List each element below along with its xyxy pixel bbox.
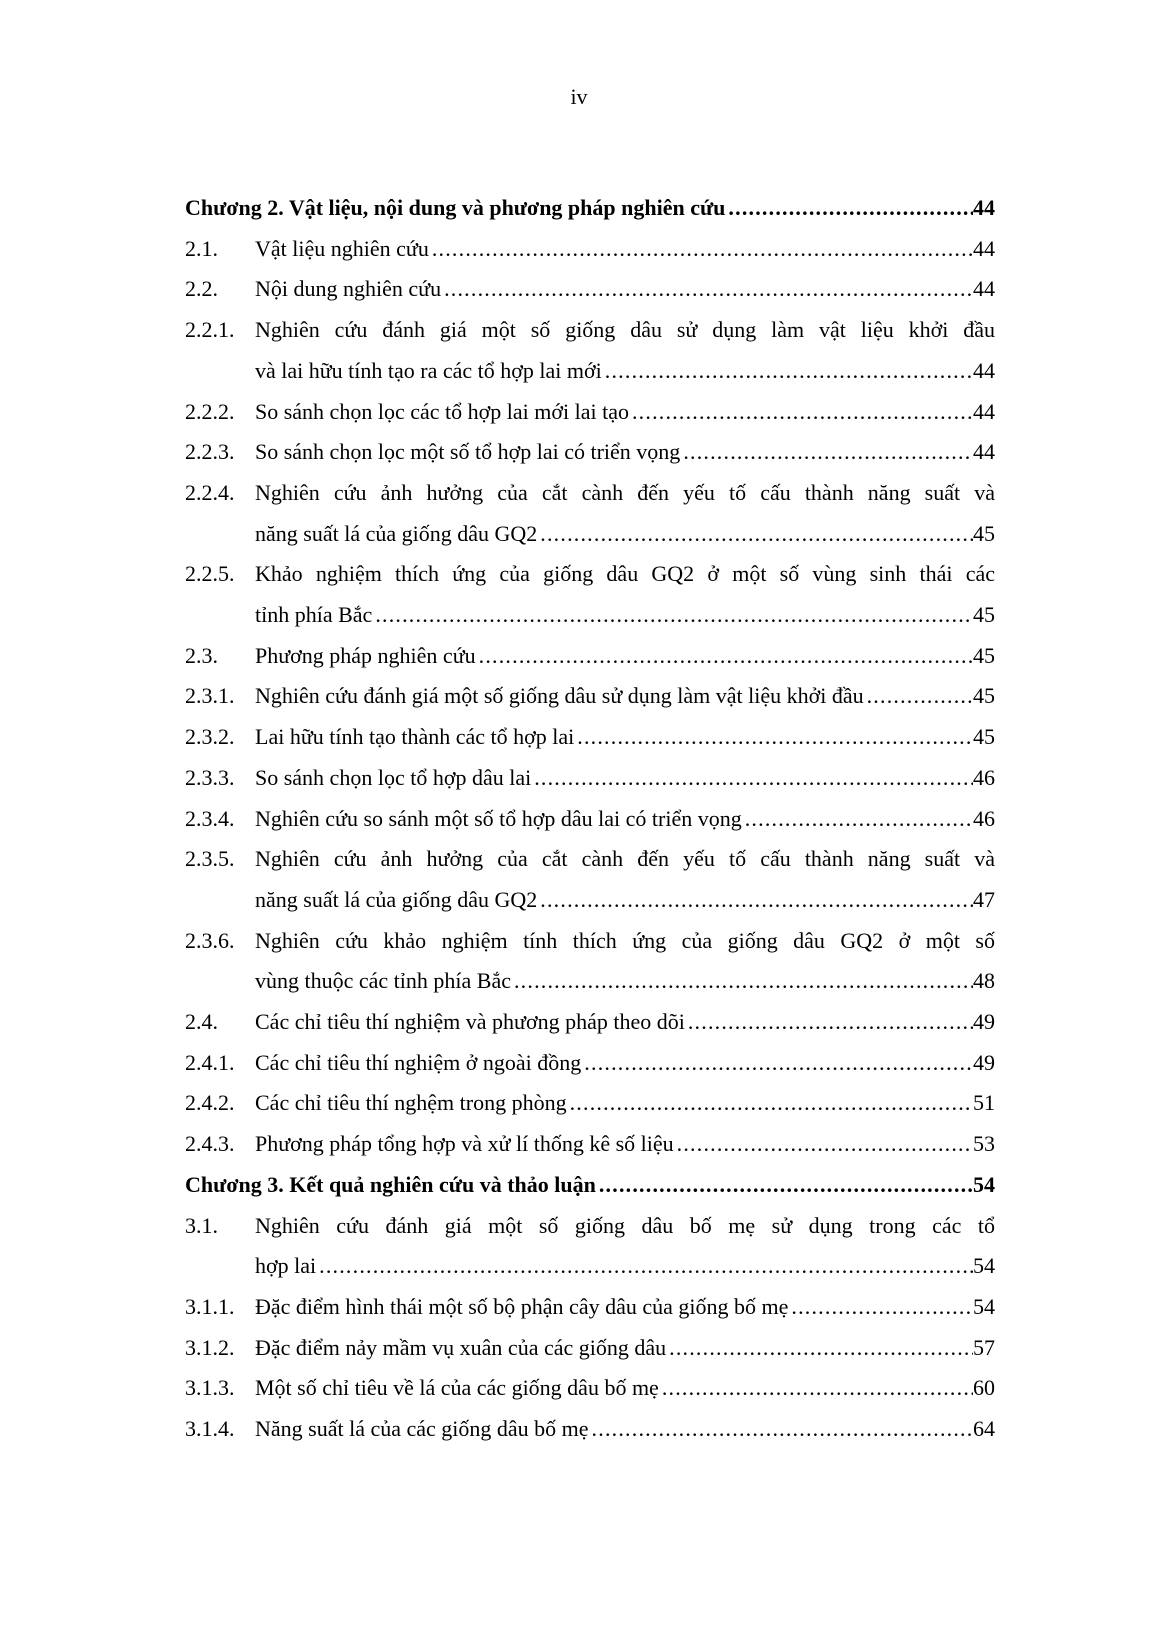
toc-entry bbox=[185, 717, 995, 758]
dot-leader bbox=[791, 1287, 973, 1328]
toc-entry-title: hợp lai bbox=[255, 1253, 317, 1279]
toc-entry-number: 2.3.6. bbox=[185, 927, 235, 953]
toc-entry-content bbox=[255, 392, 995, 433]
toc-entry-number: 2.3.3. bbox=[185, 764, 235, 790]
toc-entry-page-number: 64 bbox=[973, 1416, 995, 1442]
toc-entry-content bbox=[255, 839, 995, 920]
dot-leader bbox=[605, 351, 973, 392]
toc-entry-page-number: 45 bbox=[973, 520, 995, 546]
toc-entry-page-number: 45 bbox=[973, 642, 995, 668]
toc-entry-line bbox=[185, 1165, 995, 1206]
toc-entry-number: 2.1. bbox=[185, 235, 218, 261]
toc-entry-content bbox=[255, 1043, 995, 1084]
toc-entry-title: Lai hữu tính tạo thành các tổ hợp lai bbox=[255, 724, 575, 750]
toc-entry-page-number: 54 bbox=[973, 1253, 995, 1279]
toc-entry-number: 2.3. bbox=[185, 642, 218, 668]
toc-entry-line bbox=[255, 1246, 995, 1287]
toc-entry-title: Các chỉ tiêu thí nghiệm ở ngoài đồng bbox=[255, 1049, 582, 1075]
toc-entry-content bbox=[255, 799, 995, 840]
toc-entry-title: Đặc điểm hình thái một số bộ phận cây dâu của giống bố mẹ bbox=[255, 1293, 789, 1319]
toc-entry-content bbox=[255, 717, 995, 758]
toc-entry-line bbox=[255, 514, 995, 555]
toc-entry-line bbox=[255, 799, 995, 840]
toc-entry-page-number: 57 bbox=[973, 1334, 995, 1360]
toc-entry-title: Phương pháp nghiên cứu bbox=[255, 642, 476, 668]
toc-entry-title: Phương pháp tổng hợp và xử lí thống kê số liệu bbox=[255, 1131, 674, 1157]
dot-leader bbox=[319, 1246, 973, 1287]
toc-entry-line bbox=[255, 392, 995, 433]
toc-entry-content bbox=[255, 269, 995, 310]
toc-entry-title: Năng suất lá của các giống dâu bố mẹ bbox=[255, 1416, 589, 1442]
toc-entry-page-number: 44 bbox=[973, 357, 995, 383]
dot-leader bbox=[540, 880, 973, 921]
toc-entry-title: Đặc điểm nảy mầm vụ xuân của các giống dâu bbox=[255, 1334, 667, 1360]
toc-entry-page-number: 49 bbox=[973, 1049, 995, 1075]
toc-entry-title: Chương 2. Vật liệu, nội dung và phương pháp nghiên cứu bbox=[185, 195, 726, 220]
toc-entry bbox=[185, 473, 995, 554]
toc-entry-title: So sánh chọn lọc một số tổ hợp lai có triển vọng bbox=[255, 439, 681, 465]
dot-leader bbox=[584, 1043, 973, 1084]
toc-entry bbox=[185, 392, 995, 433]
toc-entry bbox=[185, 1124, 995, 1165]
toc-entry bbox=[185, 1409, 995, 1450]
page-corner-label: iv bbox=[570, 84, 588, 109]
toc-entry-title: Nghiên cứu đánh giá một số giống dâu sử dụng làm vật liệu khởi đầu bbox=[255, 683, 864, 709]
toc-entry-line bbox=[255, 636, 995, 677]
toc-entry-line bbox=[255, 269, 995, 310]
dot-leader bbox=[669, 1328, 973, 1369]
toc-entry bbox=[185, 799, 995, 840]
toc-entry-number: 3.1.4. bbox=[185, 1416, 235, 1442]
toc-entry-number: 2.2.5. bbox=[185, 561, 235, 587]
toc-entry-number: 2.2. bbox=[185, 276, 218, 302]
dot-leader bbox=[662, 1368, 973, 1409]
toc-entry-line bbox=[255, 1124, 995, 1165]
toc-entry bbox=[185, 310, 995, 391]
toc-entry-number: 3.1.1. bbox=[185, 1293, 235, 1319]
toc-entry-page-number: 46 bbox=[973, 805, 995, 831]
dot-leader bbox=[534, 758, 973, 799]
toc-entry-line bbox=[255, 1409, 995, 1450]
toc-entry-line bbox=[255, 758, 995, 799]
toc-entry-content bbox=[255, 1002, 995, 1043]
toc-entry bbox=[185, 1043, 995, 1084]
toc-entry-title: Một số chỉ tiêu về lá của các giống dâu bố mẹ bbox=[255, 1375, 659, 1401]
toc-entry-title: vùng thuộc các tỉnh phía Bắc bbox=[255, 968, 511, 994]
toc-entry-page-number: 51 bbox=[973, 1090, 995, 1116]
toc-entry-content bbox=[255, 473, 995, 554]
toc-entry bbox=[185, 676, 995, 717]
toc-entry bbox=[185, 1002, 995, 1043]
toc-entry-page-number: 45 bbox=[973, 683, 995, 709]
toc-entry-page-number: 54 bbox=[973, 1293, 995, 1319]
toc-entry-page-number: 44 bbox=[973, 398, 995, 424]
toc-entry-content bbox=[255, 676, 995, 717]
toc-entry-title-line: Khảo nghiệm thích ứng của giống dâu GQ2 ở một số vùng sinh thái các bbox=[255, 561, 995, 587]
toc-entry bbox=[185, 921, 995, 1002]
toc-entry-title: Nghiên cứu so sánh một số tổ hợp dâu lai có triển vọng bbox=[255, 805, 742, 831]
toc-chapter-entry bbox=[185, 188, 995, 229]
toc-entry-content bbox=[255, 310, 995, 391]
toc-entry-title: và lai hữu tính tạo ra các tổ hợp lai mới bbox=[255, 357, 602, 383]
toc-entry-number: 2.2.4. bbox=[185, 479, 235, 505]
toc-entry-number: 3.1.2. bbox=[185, 1334, 235, 1360]
dot-leader bbox=[683, 432, 973, 473]
toc-entry-line bbox=[255, 1002, 995, 1043]
toc-entry-line bbox=[255, 1287, 995, 1328]
toc-entry-title: năng suất lá của giống dâu GQ2 bbox=[255, 886, 538, 912]
dot-leader bbox=[577, 717, 973, 758]
toc-entry-title: năng suất lá của giống dâu GQ2 bbox=[255, 520, 538, 546]
toc-entry-page-number: 47 bbox=[973, 886, 995, 912]
toc-entry-title-line: Nghiên cứu khảo nghiệm tính thích ứng của giống dâu GQ2 ở một số bbox=[255, 927, 995, 953]
toc-entry-page-number: 45 bbox=[973, 602, 995, 628]
dot-leader bbox=[432, 229, 973, 270]
toc-entry-line bbox=[255, 351, 995, 392]
toc-entry bbox=[185, 554, 995, 635]
toc-entry-title-line: Nghiên cứu đánh giá một số giống dâu bố mẹ sử dụng trong các tổ bbox=[255, 1212, 995, 1238]
dot-leader bbox=[540, 514, 973, 555]
toc-entry-number: 2.4.3. bbox=[185, 1131, 235, 1157]
toc-entry-title-line: Nghiên cứu đánh giá một số giống dâu sử dụng làm vật liệu khởi đầu bbox=[255, 317, 995, 343]
toc-entry-content bbox=[255, 229, 995, 270]
toc-entry-page-number: 48 bbox=[973, 968, 995, 994]
toc-entry-number: 2.3.4. bbox=[185, 805, 235, 831]
toc-entry bbox=[185, 1328, 995, 1369]
toc-entry-line bbox=[255, 1368, 995, 1409]
toc-entry-number: 2.3.1. bbox=[185, 683, 235, 709]
toc-entry-number: 2.3.5. bbox=[185, 846, 235, 872]
toc-entry-number: 3.1.3. bbox=[185, 1375, 235, 1401]
dot-leader bbox=[867, 676, 973, 717]
dot-leader bbox=[570, 1083, 973, 1124]
toc-entry-line bbox=[255, 229, 995, 270]
dot-leader bbox=[514, 961, 973, 1002]
toc-entry-page-number: 45 bbox=[973, 724, 995, 750]
toc-entry-number: 2.4. bbox=[185, 1009, 218, 1035]
toc-entry-title: tỉnh phía Bắc bbox=[255, 602, 373, 628]
toc-entry-line bbox=[255, 1328, 995, 1369]
toc-entry bbox=[185, 432, 995, 473]
dot-leader bbox=[745, 799, 973, 840]
toc-entry-content bbox=[255, 1287, 995, 1328]
toc-entry-page-number: 46 bbox=[973, 764, 995, 790]
toc-entry-line bbox=[255, 676, 995, 717]
toc-entry-line bbox=[255, 595, 995, 636]
toc-entry-line bbox=[255, 1083, 995, 1124]
toc-entry-title: Các chỉ tiêu thí nghệm trong phòng bbox=[255, 1090, 567, 1116]
toc-entry-title-line: Nghiên cứu ảnh hưởng của cắt cành đến yếu tố cấu thành năng suất và bbox=[255, 479, 995, 505]
toc-chapter-entry bbox=[185, 1165, 995, 1206]
toc-entry-content bbox=[255, 921, 995, 1002]
toc-entry-content bbox=[185, 188, 995, 229]
toc-entry-content bbox=[255, 636, 995, 677]
toc-entry-line bbox=[255, 880, 995, 921]
toc-entry-content bbox=[255, 1083, 995, 1124]
toc-entry-number: 2.4.1. bbox=[185, 1049, 235, 1075]
dot-leader bbox=[375, 595, 973, 636]
toc-entry bbox=[185, 229, 995, 270]
toc-entry-line bbox=[185, 188, 995, 229]
toc-entry-number: 2.2.2. bbox=[185, 398, 235, 424]
table-of-contents bbox=[185, 188, 995, 1450]
toc-entry-line bbox=[255, 717, 995, 758]
toc-entry bbox=[185, 1287, 995, 1328]
toc-entry-content bbox=[255, 758, 995, 799]
toc-entry-page-number: 60 bbox=[973, 1375, 995, 1401]
toc-entry-content bbox=[255, 1206, 995, 1287]
toc-entry-page-number: 44 bbox=[973, 276, 995, 302]
toc-entry-content bbox=[255, 1409, 995, 1450]
toc-entry-page-number: 44 bbox=[973, 195, 995, 220]
dot-leader bbox=[592, 1409, 973, 1450]
toc-entry-number: 2.3.2. bbox=[185, 724, 235, 750]
dot-leader bbox=[444, 269, 973, 310]
toc-entry-title: Chương 3. Kết quả nghiên cứu và thảo luận bbox=[185, 1171, 596, 1197]
toc-entry-title: Các chỉ tiêu thí nghiệm và phương pháp theo dõi bbox=[255, 1009, 685, 1035]
toc-entry-content bbox=[255, 1368, 995, 1409]
toc-entry bbox=[185, 269, 995, 310]
toc-entry-page-number: 44 bbox=[973, 235, 995, 261]
toc-entry-number: 3.1. bbox=[185, 1212, 218, 1238]
toc-entry-line bbox=[255, 432, 995, 473]
dot-leader bbox=[599, 1165, 973, 1206]
dot-leader bbox=[677, 1124, 973, 1165]
toc-entry-content bbox=[255, 554, 995, 635]
toc-entry-title: Vật liệu nghiên cứu bbox=[255, 235, 429, 261]
toc-entry-page-number: 44 bbox=[973, 439, 995, 465]
toc-entry bbox=[185, 839, 995, 920]
toc-entry-title: Nội dung nghiên cứu bbox=[255, 276, 442, 302]
toc-entry-number: 2.2.3. bbox=[185, 439, 235, 465]
dot-leader bbox=[728, 188, 973, 229]
toc-entry-page-number: 54 bbox=[973, 1171, 995, 1197]
dot-leader bbox=[479, 636, 973, 677]
toc-entry bbox=[185, 636, 995, 677]
toc-entry bbox=[185, 1083, 995, 1124]
toc-entry-number: 2.4.2. bbox=[185, 1090, 235, 1116]
toc-entry-title: So sánh chọn lọc các tổ hợp lai mới lai tạo bbox=[255, 398, 629, 424]
toc-entry-page-number: 49 bbox=[973, 1009, 995, 1035]
toc-entry bbox=[185, 1368, 995, 1409]
toc-entry-line bbox=[255, 961, 995, 1002]
toc-entry-title-line: Nghiên cứu ảnh hưởng của cắt cành đến yếu tố cấu thành năng suất và bbox=[255, 846, 995, 872]
dot-leader bbox=[688, 1002, 973, 1043]
dot-leader bbox=[632, 392, 973, 433]
toc-entry-content bbox=[255, 1124, 995, 1165]
toc-entry bbox=[185, 1206, 995, 1287]
toc-entry-number: 2.2.1. bbox=[185, 317, 235, 343]
toc-entry-content bbox=[255, 1328, 995, 1369]
toc-entry-page-number: 53 bbox=[973, 1131, 995, 1157]
toc-entry-title: So sánh chọn lọc tổ hợp dâu lai bbox=[255, 764, 532, 790]
toc-entry-content bbox=[255, 432, 995, 473]
toc-entry-content bbox=[185, 1165, 995, 1206]
toc-entry bbox=[185, 758, 995, 799]
toc-entry-line bbox=[255, 1043, 995, 1084]
